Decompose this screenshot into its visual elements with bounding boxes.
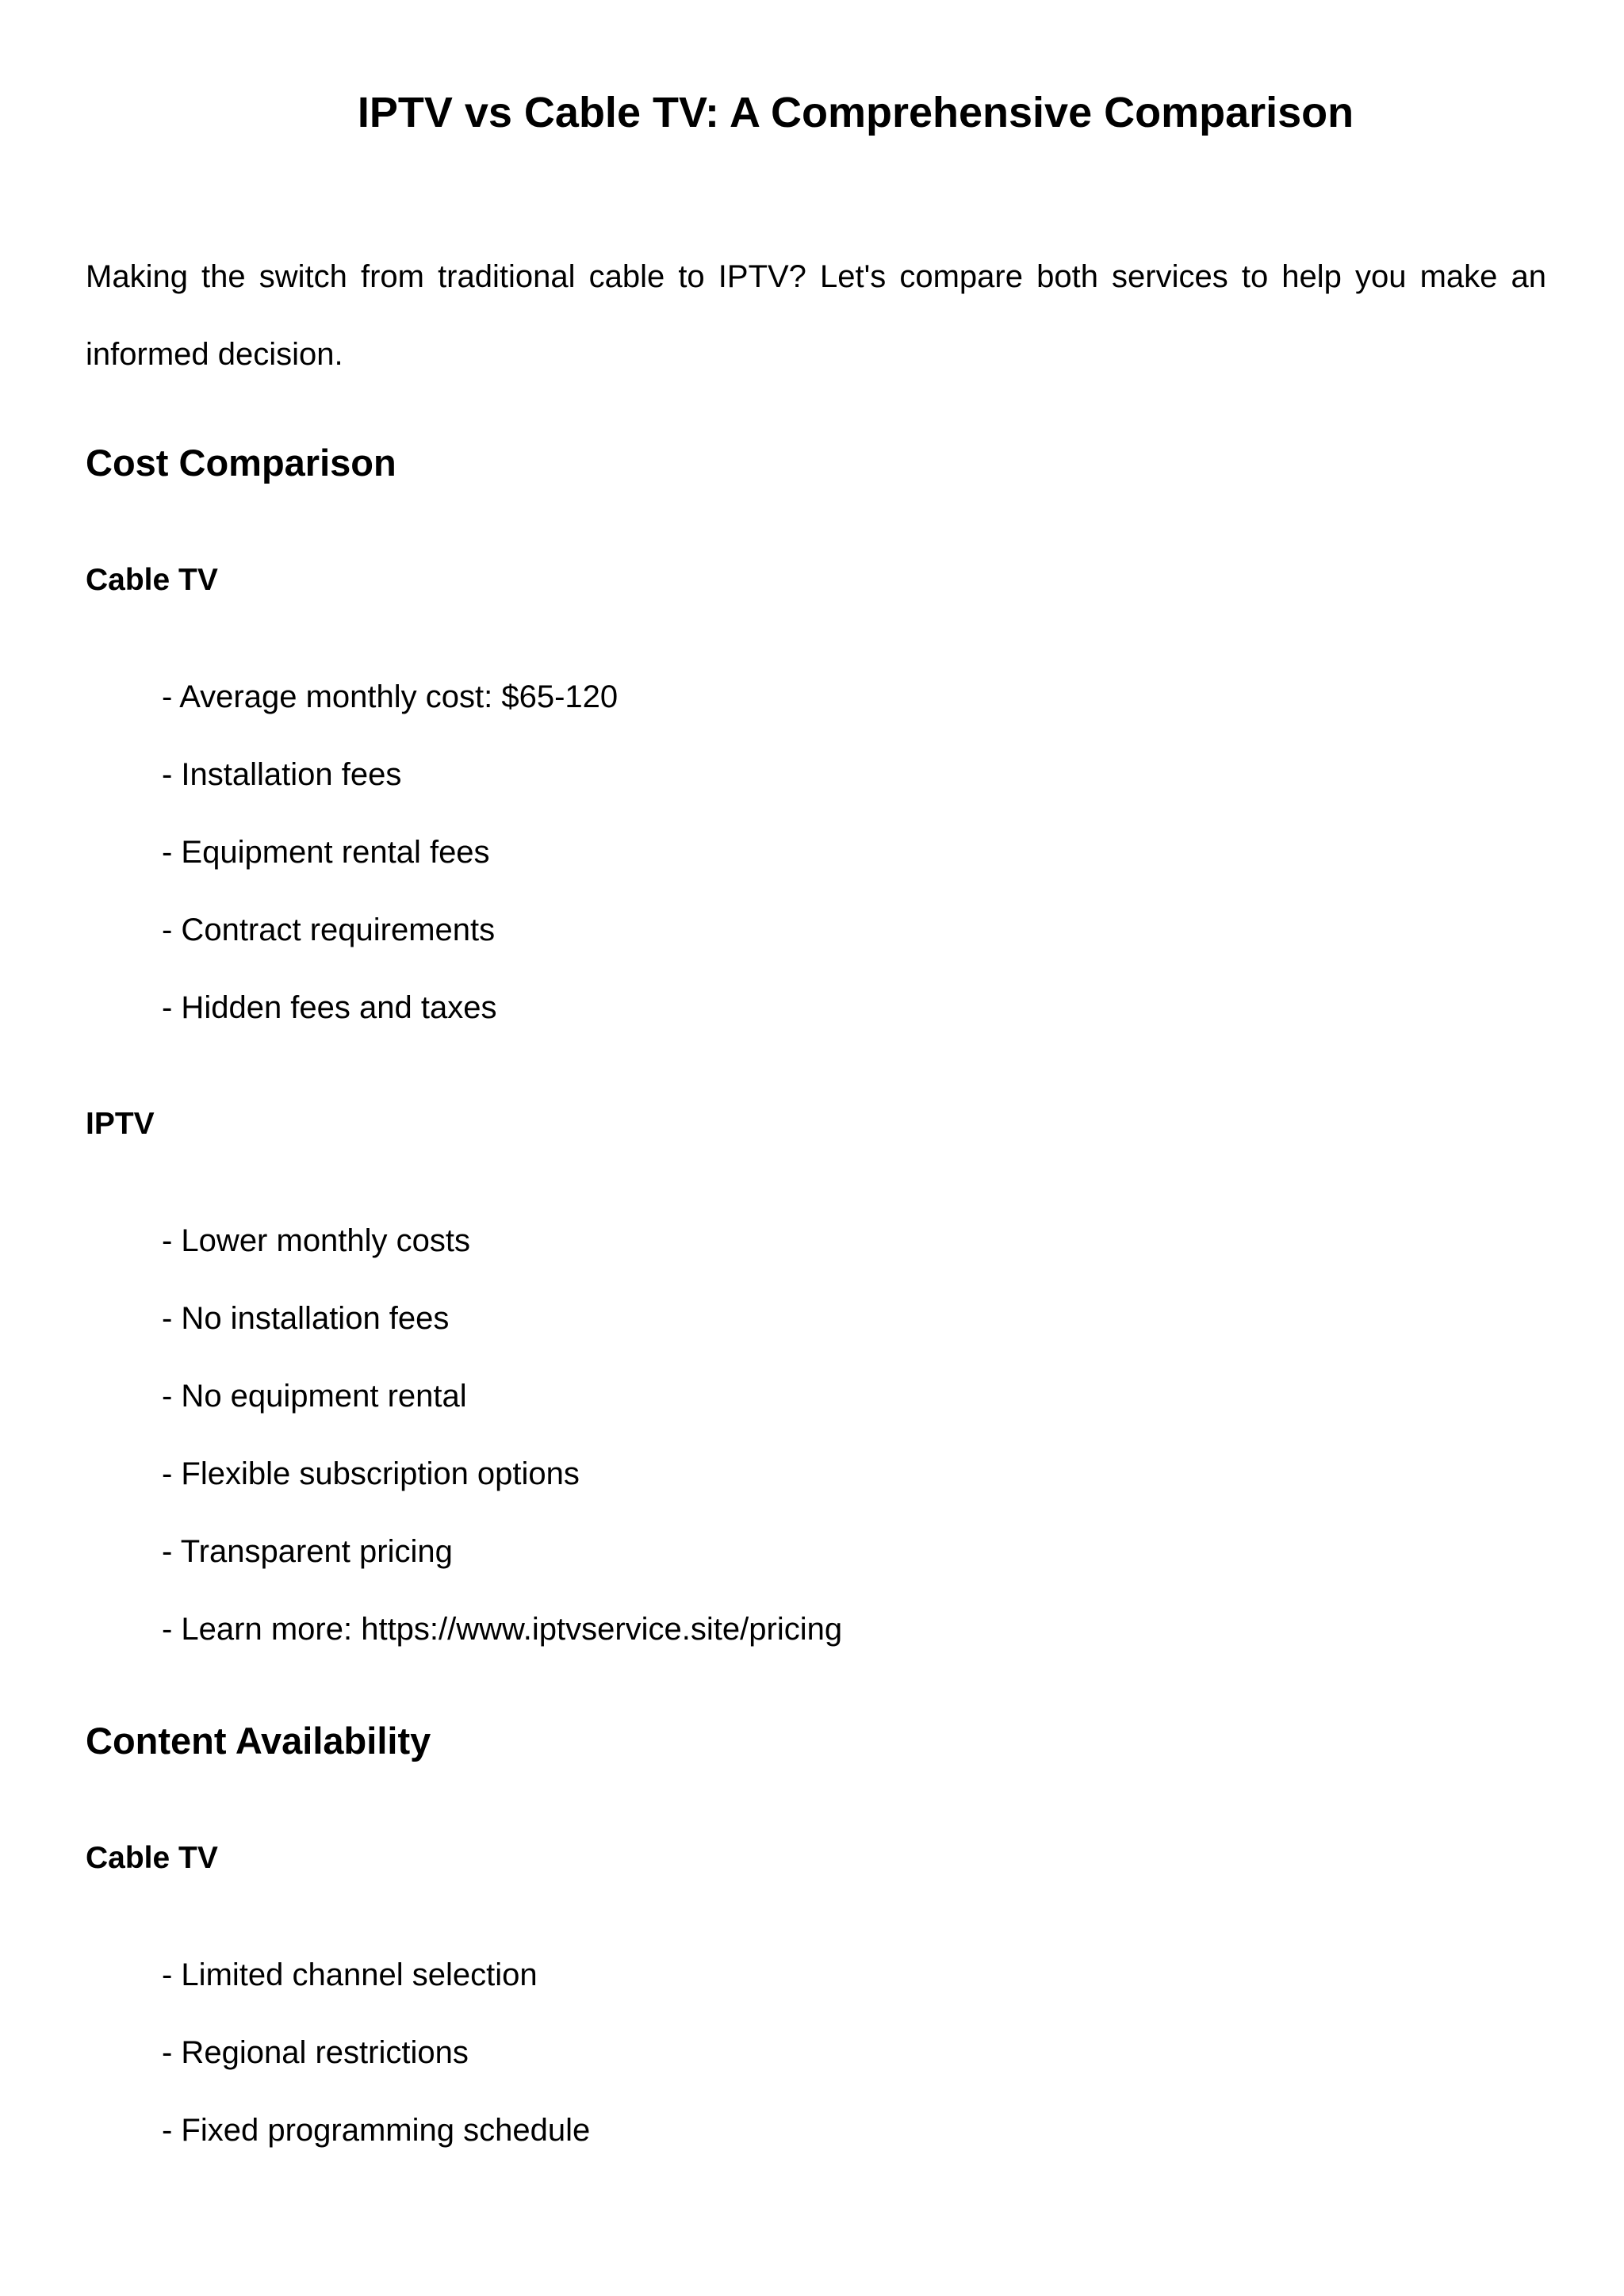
list-item: - Fixed programming schedule xyxy=(162,2113,591,2148)
content-cable-list xyxy=(162,1936,590,2169)
section-heading-content: Content Availability xyxy=(86,1720,431,1762)
section-heading-cost: Cost Comparison xyxy=(86,442,396,484)
list-item: - Transparent pricing xyxy=(162,1534,453,1569)
list-item: - Flexible subscription options xyxy=(162,1456,580,1491)
subheading-cost-iptv: IPTV xyxy=(86,1107,155,1141)
list-item: - Learn more: https://www.iptvservice.site/pricing xyxy=(162,1612,843,1647)
subheading-cost-cable: Cable TV xyxy=(86,563,218,597)
cost-iptv-list xyxy=(162,1202,842,1668)
list-item: - Contract requirements xyxy=(162,913,496,947)
list-item: - Average monthly cost: $65-120 xyxy=(162,679,619,714)
list-item: - Lower monthly costs xyxy=(162,1223,471,1258)
intro-paragraph: Making the switch from traditional cable to IPTV? Let's compare both services to help you make an informed decision. xyxy=(86,259,1546,372)
list-item: - Equipment rental fees xyxy=(162,835,490,870)
list-item: - Regional restrictions xyxy=(162,2035,469,2070)
subheading-content-cable: Cable TV xyxy=(86,1841,218,1875)
cost-cable-list xyxy=(162,658,618,1047)
page-title: IPTV vs Cable TV: A Comprehensive Comparison xyxy=(357,89,1354,136)
list-item: - Limited channel selection xyxy=(162,1957,538,1992)
list-item: - Installation fees xyxy=(162,757,402,792)
list-item: - Hidden fees and taxes xyxy=(162,990,497,1025)
list-item: - No equipment rental xyxy=(162,1379,467,1414)
list-item: - No installation fees xyxy=(162,1301,450,1336)
